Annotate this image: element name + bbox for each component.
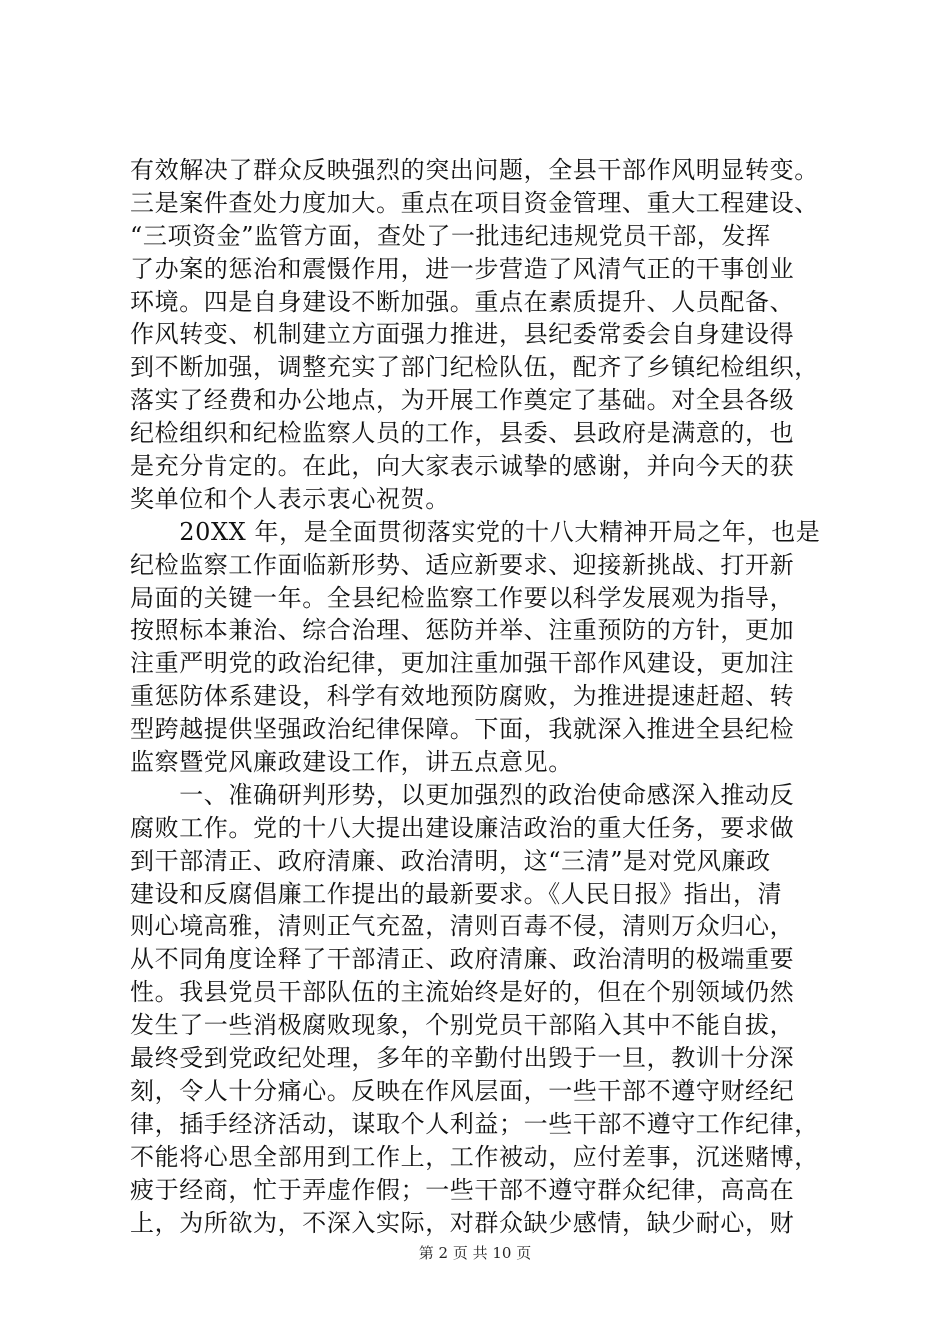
text-line: 有效解决了群众反映强烈的突出问题，全县干部作风明显转变。 <box>130 156 819 184</box>
text-line: 20XX 年，是全面贯彻落实党的十八大精神开局之年，也是 <box>130 517 821 546</box>
text-line: 纪检组织和纪检监察人员的工作，县委、县政府是满意的，也 <box>130 419 795 448</box>
text-line: 不能将心思全部用到工作上，工作被动，应付差事，沉迷赌博， <box>130 1142 819 1171</box>
text-line: 重惩防体系建设，科学有效地预防腐败，为推进提速赶超、转 <box>130 682 795 711</box>
text-line: 监察暨党风廉政建设工作，讲五点意见。 <box>130 748 573 777</box>
text-line: 局面的关键一年。全县纪检监察工作要以科学发展观为指导， <box>130 583 795 612</box>
text-line: 纪检监察工作面临新形势、适应新要求、迎接新挑战、打开新 <box>130 550 795 579</box>
text-line: 按照标本兼治、综合治理、惩防并举、注重预防的方针，更加 <box>130 616 795 645</box>
text-line: 落实了经费和办公地点，为开展工作奠定了基础。对全县各级 <box>130 386 795 415</box>
text-line: 型跨越提供坚强政治纪律保障。下面，我就深入推进全县纪检 <box>130 715 795 744</box>
text-line: 刻，令人十分痛心。反映在作风层面，一些干部不遵守财经纪 <box>130 1076 795 1105</box>
text-line: 了办案的惩治和震慑作用，进一步营造了风清气正的干事创业 <box>130 254 795 283</box>
text-line: 从不同角度诠释了干部清正、政府清廉、政治清明的极端重要 <box>130 945 795 974</box>
text-line: 环境。四是自身建设不断加强。重点在素质提升、人员配备、 <box>130 287 795 316</box>
body-text <box>130 154 835 1239</box>
text-line: 发生了一些消极腐败现象，个别党员干部陷入其中不能自拔， <box>130 1011 795 1040</box>
text-line: 腐败工作。党的十八大提出建设廉洁政治的重大任务，要求做 <box>130 813 795 842</box>
text-line: 一、准确研判形势，以更加强烈的政治使命感深入推动反 <box>130 780 795 809</box>
text-line: 上，为所欲为，不深入实际，对群众缺少感情，缺少耐心，财 <box>130 1208 795 1237</box>
text-line: 性。我县党员干部队伍的主流始终是好的，但在个别领域仍然 <box>130 978 795 1007</box>
text-line: 注重严明党的政治纪律，更加注重加强干部作风建设，更加注 <box>130 649 795 678</box>
text-line: 建设和反腐倡廉工作提出的最新要求。《人民日报》指出，清 <box>130 879 783 908</box>
text-line: 三是案件查处力度加大。重点在项目资金管理、重大工程建设、 <box>130 188 819 217</box>
text-line: 则心境高雅，清则正气充盈，清则百毒不侵，清则万众归心， <box>130 912 795 941</box>
text-line: 作风转变、机制建立方面强力推进，县纪委常委会自身建设得 <box>130 320 795 349</box>
text-line: 最终受到党政纪处理，多年的辛勤付出毁于一旦，教训十分深 <box>130 1044 795 1073</box>
text-line: 到干部清正、政府清廉、政治清明，这“三清”是对党风廉政 <box>130 846 771 875</box>
text-line: 律，插手经济活动，谋取个人利益；一些干部不遵守工作纪律， <box>130 1109 819 1138</box>
page-number-footer: 第 2 页 共 10 页 <box>418 1244 532 1262</box>
text-line: 到不断加强，调整充实了部门纪检队伍，配齐了乡镇纪检组织， <box>130 353 819 382</box>
text-line: 是充分肯定的。在此，向大家表示诚挚的感谢，并向今天的获 <box>130 452 795 481</box>
text-line: “三项资金”监管方面，查处了一批违纪违规党员干部，发挥 <box>130 221 771 250</box>
text-line: 奖单位和个人表示衷心祝贺。 <box>130 484 450 513</box>
text-line: 疲于经商，忙于弄虚作假；一些干部不遵守群众纪律，高高在 <box>130 1175 795 1204</box>
